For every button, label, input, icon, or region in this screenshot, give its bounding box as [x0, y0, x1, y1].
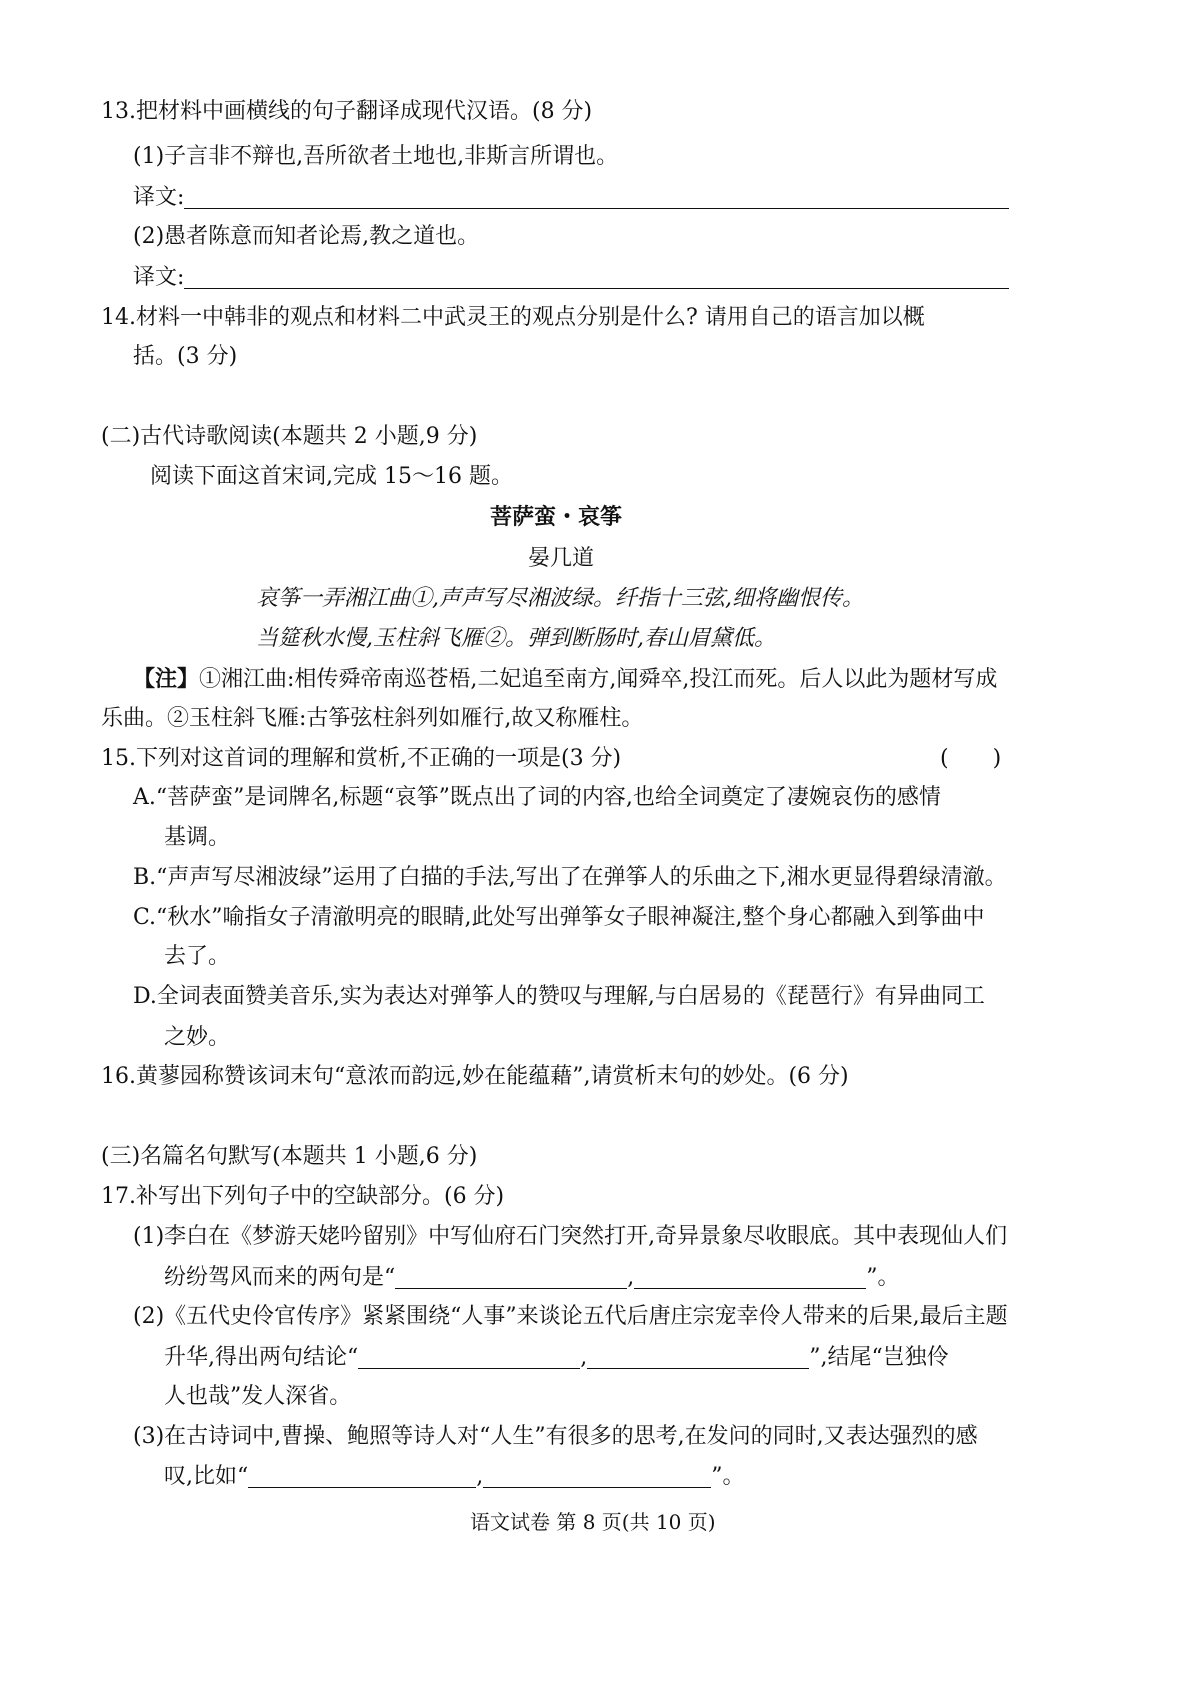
q15-answer-paren[interactable]: ( ) — [940, 746, 1002, 771]
section2-heading: (二)古代诗歌阅读(本题共 2 小题,9 分) — [101, 424, 478, 449]
section3-heading: (三)名篇名句默写(本题共 1 小题,6 分) — [101, 1144, 478, 1169]
q15-option-c-line2: 去了。 — [164, 944, 231, 969]
section2-instruction: 阅读下面这首宋词,完成 15～16 题。 — [150, 464, 513, 489]
page-footer: 语文试卷 第 8 页(共 10 页) — [470, 1510, 716, 1534]
q13-answer-row-2 — [133, 266, 1009, 289]
q15-option-a-line2: 基调。 — [164, 825, 231, 850]
q17-part2-line1: (2)《五代史伶官传序》紧紧围绕“人事”来谈论五代后唐庄宗宠幸伶人带来的后果,最后主题 — [133, 1304, 1008, 1329]
q17-part1-line2 — [164, 1266, 900, 1289]
q13-answer-blank-1[interactable] — [184, 186, 1009, 209]
q17-part2-line3: 人也哉”发人深省。 — [164, 1384, 352, 1409]
q13-answer-blank-2[interactable] — [184, 266, 1009, 289]
q17-part3-blank-2[interactable] — [483, 1465, 711, 1488]
q16-stem: 16.黄蓼园称赞该词末句“意浓而韵远,妙在能蕴藉”,请赏析末句的妙处。(6 分) — [101, 1064, 849, 1089]
q14-stem-line2: 括。(3 分) — [133, 344, 238, 369]
q17-part3-line1: (3)在古诗词中,曹操、鲍照等诗人对“人生”有很多的思考,在发问的同时,又表达强烈的感 — [133, 1424, 978, 1449]
q15-option-b-line1: B.“声声写尽湘波绿”运用了白描的手法,写出了在弹筝人的乐曲之下,湘水更显得碧绿清澈。 — [133, 865, 1007, 890]
q13-answer-label-1: 译文: — [133, 185, 185, 210]
q15-option-d-line1: D.全词表面赞美音乐,实为表达对弹筝人的赞叹与理解,与白居易的《琵琶行》有异曲同工 — [133, 984, 985, 1009]
q15-option-c-line1: C.“秋水”喻指女子清澈明亮的眼睛,此处写出弹筝女子眼神凝注,整个身心都融入到筝曲中 — [133, 905, 985, 930]
q17-part3-line2 — [164, 1465, 745, 1488]
q14-stem-line1: 14.材料一中韩非的观点和材料二中武灵王的观点分别是什么? 请用自己的语言加以概 — [101, 305, 925, 330]
note-line-1 — [133, 668, 997, 691]
q17-part3-blank-1[interactable] — [248, 1465, 476, 1488]
poem-title: 菩萨蛮・哀筝 — [490, 505, 623, 530]
q15-option-d-line2: 之妙。 — [164, 1025, 231, 1050]
note-text-1: ①湘江曲:相传舜帝南巡苍梧,二妃追至南方,闻舜卒,投江而死。后人以此为题材写成 — [199, 667, 998, 692]
q17-part1-close: ”。 — [866, 1265, 900, 1290]
q17-part2-tail: ”,结尾“岂独伶 — [809, 1345, 949, 1370]
q13-stem: 13.把材料中画横线的句子翻译成现代汉语。(8 分) — [101, 99, 593, 124]
q17-part2-prompt: 升华,得出两句结论“ — [164, 1345, 359, 1370]
q17-part1-blank-2[interactable] — [634, 1266, 866, 1289]
q17-part1-prompt: 纷纷驾风而来的两句是“ — [164, 1265, 396, 1290]
q13-sentence-2: (2)愚者陈意而知者论焉,教之道也。 — [133, 224, 480, 249]
q17-part2-comma: , — [580, 1345, 588, 1370]
q13-sentence-1: (1)子言非不辩也,吾所欲者土地也,非斯言所谓也。 — [133, 144, 619, 169]
q15-stem: 15.下列对这首词的理解和赏析,不正确的一项是(3 分) — [101, 746, 622, 771]
q15-option-a-line1: A.“菩萨蛮”是词牌名,标题“哀筝”既点出了词的内容,也给全词奠定了凄婉哀伤的感情 — [133, 785, 941, 810]
poem-line-1: 哀筝一弄湘江曲①,声声写尽湘波绿。纤指十三弦,细将幽恨传。 — [256, 586, 864, 611]
q17-part3-prompt: 叹,比如“ — [164, 1464, 249, 1489]
q17-stem: 17.补写出下列句子中的空缺部分。(6 分) — [101, 1184, 505, 1209]
q17-part2-blank-2[interactable] — [587, 1346, 809, 1369]
q13-answer-label-2: 译文: — [133, 265, 185, 290]
q17-part3-close: ”。 — [711, 1464, 745, 1489]
q17-part3-comma: , — [476, 1464, 484, 1489]
q17-part1-line1: (1)李白在《梦游天姥吟留别》中写仙府石门突然打开,奇异景象尽收眼底。其中表现仙人们 — [133, 1224, 1008, 1249]
note-label: 【注】 — [133, 666, 200, 692]
q17-part2-line2 — [164, 1346, 949, 1369]
poem-line-2: 当筵秋水慢,玉柱斜飞雁②。弹到断肠时,春山眉黛低。 — [256, 626, 776, 651]
q17-part1-blank-1[interactable] — [395, 1266, 627, 1289]
q13-answer-row-1 — [133, 186, 1009, 209]
q17-part2-blank-1[interactable] — [358, 1346, 580, 1369]
note-line-2: 乐曲。②玉柱斜飞雁:古筝弦柱斜列如雁行,故又称雁柱。 — [101, 706, 644, 731]
poem-author: 晏几道 — [528, 546, 595, 571]
q17-part1-comma: , — [627, 1265, 635, 1290]
